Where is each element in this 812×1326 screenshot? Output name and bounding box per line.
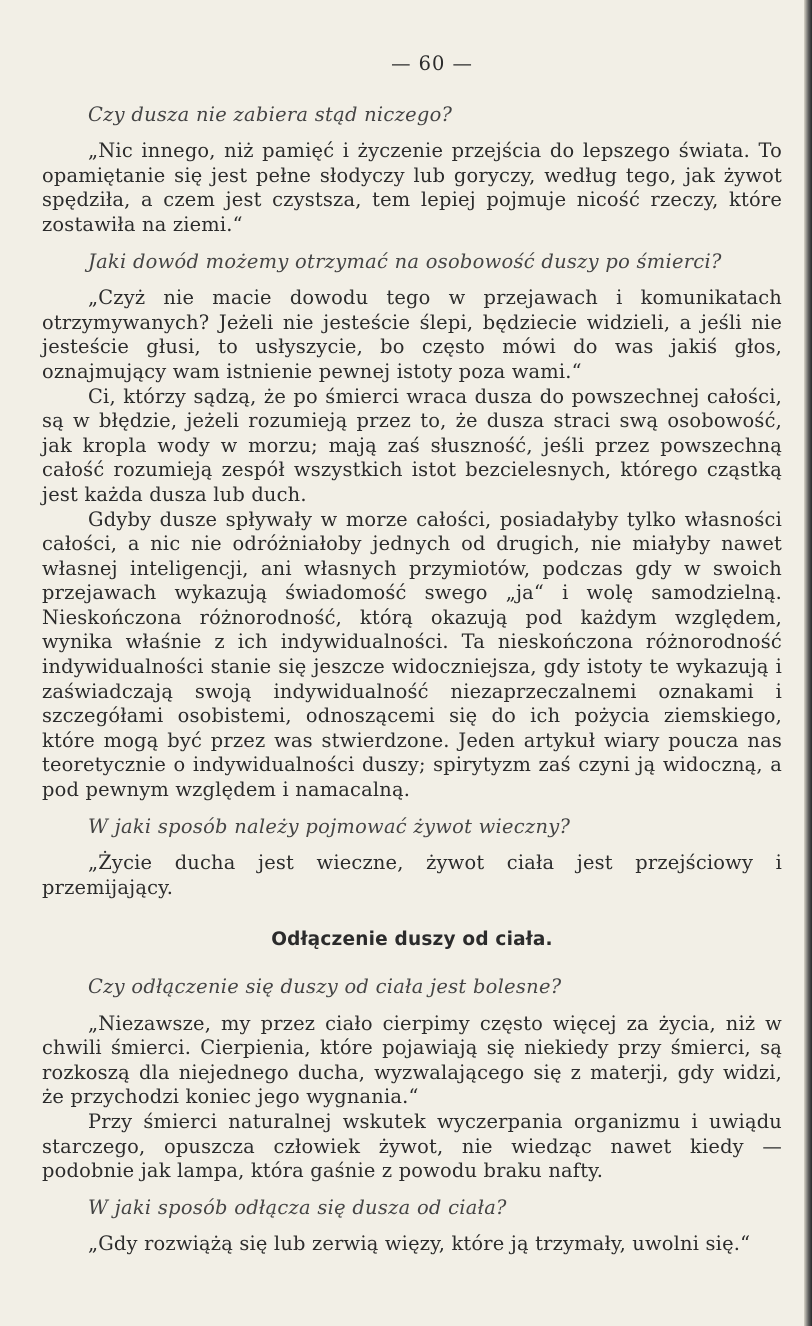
answer: „Nic innego, niż pamięć i życzenie przejścia do lepszego świata. To opamiętanie się jest pełne słodyczy lub goryczy, według tego, jak żywot spędziła, a czem jest czystsza, tem lepiej pojmuje nicość rzeczy, które zostawiła na ziemi.“	[42, 139, 782, 236]
question: W jaki sposób należy pojmować żywot wieczny?	[88, 814, 571, 838]
book-page	[42, 52, 782, 1257]
answer: „Niezawsze, my przez ciało cierpimy często więcej za życia, niż w chwili śmierci. Cierpienia, które pojawiają się niekiedy przy śmierci, są rozkoszą dla niejednego ducha, wyzwalającego się z materji, gdy widzi, że przychodzi koniec jego wygnania.“	[42, 1011, 782, 1109]
question: Czy odłączenie się duszy od ciała jest bolesne?	[88, 975, 562, 998]
question: Czy dusza nie zabiera stąd niczego?	[88, 102, 453, 126]
answer: „Czyż nie macie dowodu tego w przejawach i komunikatach otrzymywanych? Jeżeli nie jesteście ślepi, będziecie widzieli, a jeśli nie jesteście głusi, to usłyszycie, bo często mówi do was jakiś głos, oznajmujący wam istnienie pewnej istoty poza wami.“	[42, 286, 782, 383]
question: Jaki dowód możemy otrzymać na osobowość duszy po śmierci?	[88, 249, 722, 273]
paragraph: Ci, którzy sądzą, że po śmierci wraca dusza do powszechnej całości, są w błędzie, jeżeli rozumieją przez to, że dusza straci swą osobowość, jak kropla wody w morzu; mają zaś słuszność, jeśli przez powszechną całość rozumieją zespół wszystkich istot bezcielesnych, którego cząstką jest każda dusza lub duch.	[42, 384, 782, 506]
answer: „Życie ducha jest wieczne, żywot ciała jest przejściowy i przemijający.	[42, 851, 782, 899]
page-edge	[804, 0, 812, 1326]
answer: „Gdy rozwiążą się lub zerwią więzy, które ją trzymały, uwolni się.“	[88, 1232, 751, 1256]
question: W jaki sposób odłącza się dusza od ciała?	[88, 1195, 507, 1219]
section-heading: Odłączenie duszy od ciała.	[271, 929, 553, 951]
page-number: — 60 —	[391, 52, 473, 75]
paragraph: Gdyby dusze spływały w morze całości, posiadałyby tylko własności całości, a nic nie odróżniałoby jednych od drugich, nie miałyby nawet własnej inteligencji, ani własnych przymiotów, podczas gdy w swoich przejawach wykazują świadomość swego „ja“ i wolę samodzielną. Nieskończona różnorodność, którą okazują pod każdym względem, wynika właśnie z ich indywidualności. Ta nieskończona różnorodność indywidualności stanie się jeszcze widoczniejsza, gdy istoty te wykazują i zaświadczają swoją indywidualność niezaprzeczalnemi oznakami i szczegółami osobistemi, odnoszącemi się do ich pożycia ziemskiego, które mogą być przez was stwierdzone. Jeden artykuł wiary poucza nas teoretycznie o indywidualności duszy; spirytyzm zaś czyni ją widoczną, a pod pewnym względem i namacalną.	[42, 507, 782, 802]
paragraph: Przy śmierci naturalnej wskutek wyczerpania organizmu i uwiądu starczego, opuszcza człowiek żywot, nie wiedząc nawet kiedy — podobnie jak lampa, która gaśnie z powodu braku nafty.	[42, 1109, 782, 1183]
